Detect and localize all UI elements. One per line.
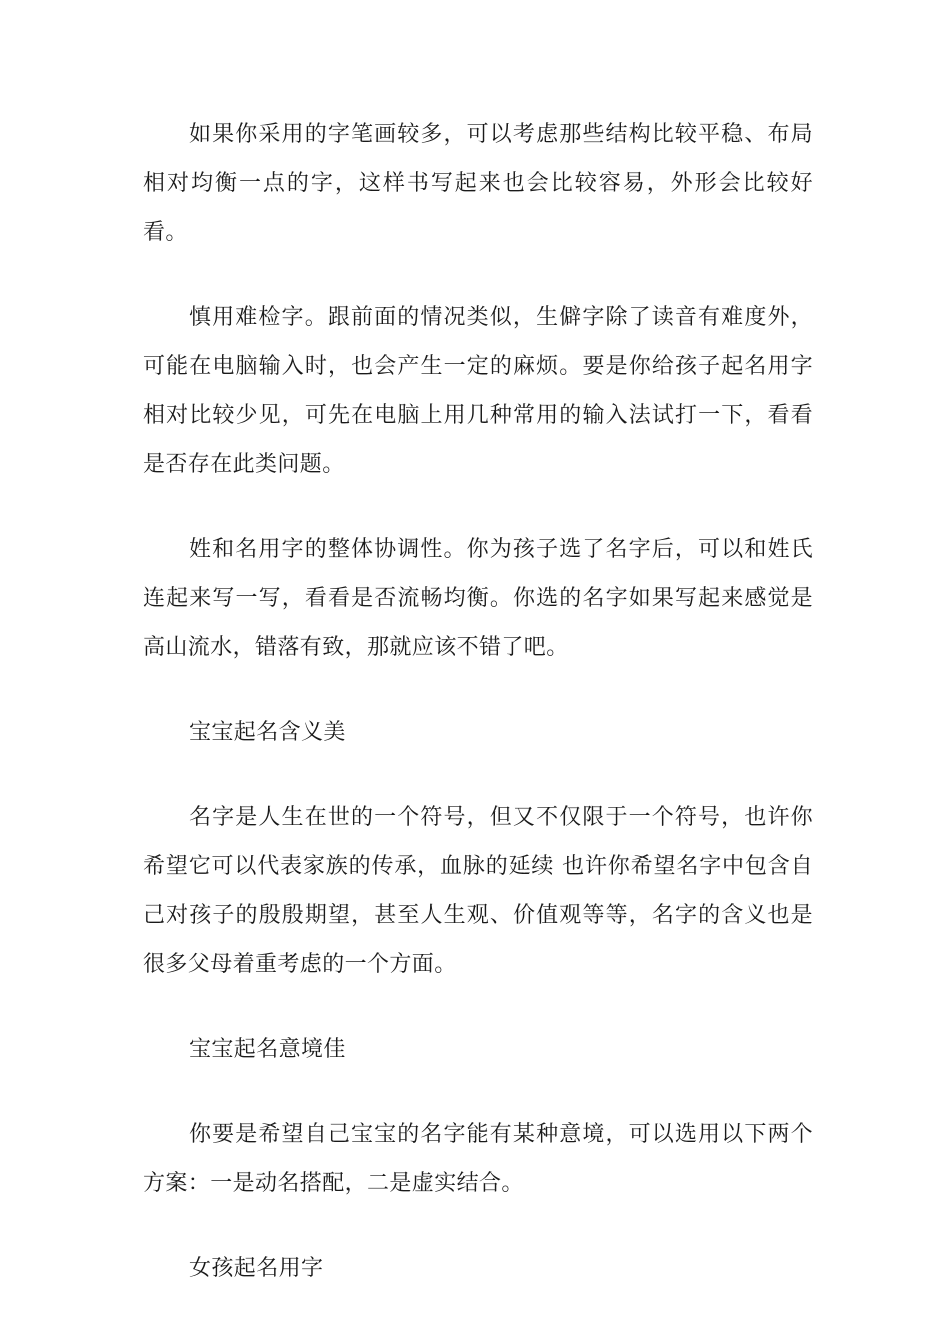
heading-name-artistic-conception: 宝宝起名意境佳 xyxy=(189,1037,346,1062)
paragraph-name-meaning: 名字是人生在世的一个符号，但又不仅限于一个符号，也许你希望它可以代表家族的传承，血脉的延续 也许你希望名字中包含自己对孩子的殷殷期望，甚至人生观、价值观等等，名字的含义也是很多父母着重考虑的一个方面。 xyxy=(143,805,813,977)
paragraph-surname-harmony: 姓和名用字的整体协调性。你为孩子选了名字后，可以和姓氏连起来写一写，看看是否流畅均衡。你选的名字如果写起来感觉是高山流水，错落有致，那就应该不错了吧。 xyxy=(143,537,813,660)
document-body xyxy=(143,110,813,1329)
heading-name-meaning: 宝宝起名含义美 xyxy=(189,720,346,745)
paragraph-rare-characters: 慎用难检字。跟前面的情况类似，生僻字除了读音有难度外，可能在电脑输入时，也会产生一定的麻烦。要是你给孩子起名用字相对比较少见，可先在电脑上用几种常用的输入法试打一下，看看是否存在此类问题。 xyxy=(143,305,813,477)
paragraph-name-artistic-conception: 你要是希望自己宝宝的名字能有某种意境，可以选用以下两个方案：一是动名搭配，二是虚实结合。 xyxy=(143,1122,813,1196)
heading-girl-name-characters: 女孩起名用字 xyxy=(189,1256,324,1281)
paragraph-stroke-structure: 如果你采用的字笔画较多，可以考虑那些结构比较平稳、布局相对均衡一点的字，这样书写起来也会比较容易，外形会比较好看。 xyxy=(143,122,813,245)
